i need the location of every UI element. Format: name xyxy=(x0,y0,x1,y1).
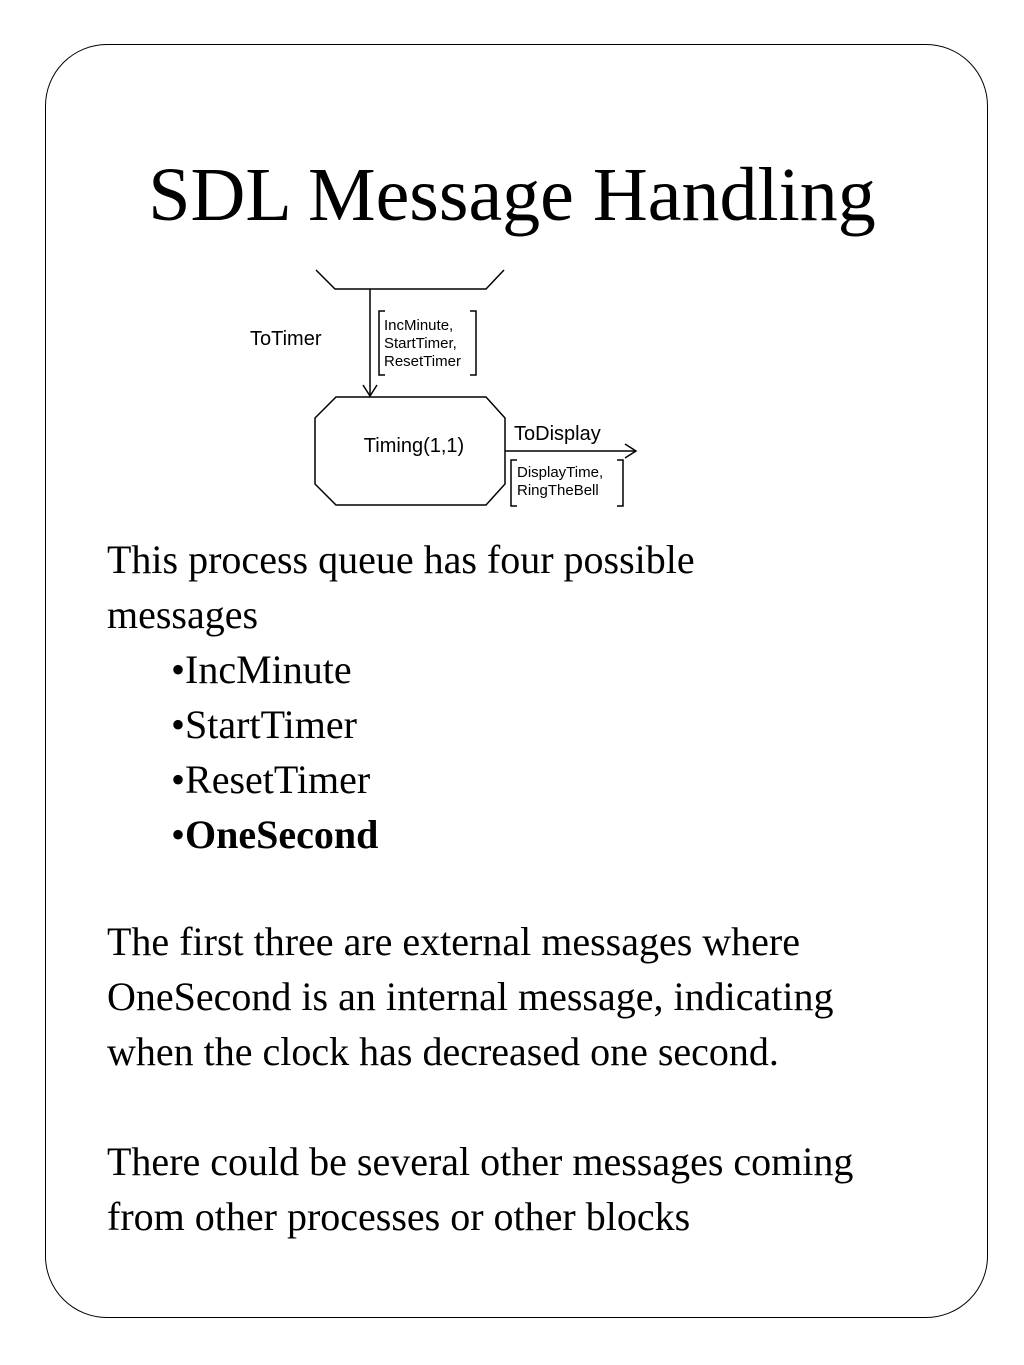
output-signal-item: DisplayTime, xyxy=(517,464,604,481)
input-signal-item: IncMinute, xyxy=(384,317,454,334)
message-list-item xyxy=(107,697,987,752)
message-name-highlighted: OneSecond xyxy=(185,812,379,857)
input-signal-bracket-right xyxy=(470,311,476,375)
input-symbol xyxy=(316,270,504,289)
message-list-item xyxy=(107,642,987,697)
message-list xyxy=(107,642,987,862)
paragraph-line: The first three are external messages where xyxy=(107,919,800,964)
intro-line: This process queue has four possible xyxy=(107,537,695,582)
message-name: ResetTimer xyxy=(185,757,371,802)
bullet-mark: • xyxy=(171,647,186,692)
bullet-mark: • xyxy=(171,757,186,802)
paragraph-line: from other processes or other blocks xyxy=(107,1194,691,1239)
bullet-mark: • xyxy=(171,702,186,747)
input-signal-item: ResetTimer xyxy=(384,353,461,370)
input-signal-item: StartTimer, xyxy=(384,335,457,352)
other-messages-paragraph xyxy=(107,1134,987,1244)
output-signal-item: RingTheBell xyxy=(517,482,599,499)
process-label: Timing(1,1) xyxy=(363,435,465,457)
output-channel-label: ToDisplay xyxy=(514,423,601,445)
paragraph-line: There could be several other messages coming xyxy=(107,1139,854,1184)
sdl-diagram xyxy=(0,0,1024,560)
output-signal-bracket-right xyxy=(617,460,623,506)
paragraph-line: when the clock has decreased one second. xyxy=(107,1029,779,1074)
message-name: StartTimer xyxy=(185,702,357,747)
message-list-item xyxy=(107,807,987,862)
message-list-item xyxy=(107,752,987,807)
paragraph-line: OneSecond is an internal message, indicating xyxy=(107,974,834,1019)
intro-paragraph xyxy=(107,532,987,862)
intro-line: messages xyxy=(107,592,259,637)
slide-title: SDL Message Handling xyxy=(148,153,876,237)
external-internal-paragraph xyxy=(107,914,987,1079)
bullet-mark: • xyxy=(171,812,186,857)
input-channel-label: ToTimer xyxy=(250,328,322,350)
message-name: IncMinute xyxy=(185,647,352,692)
